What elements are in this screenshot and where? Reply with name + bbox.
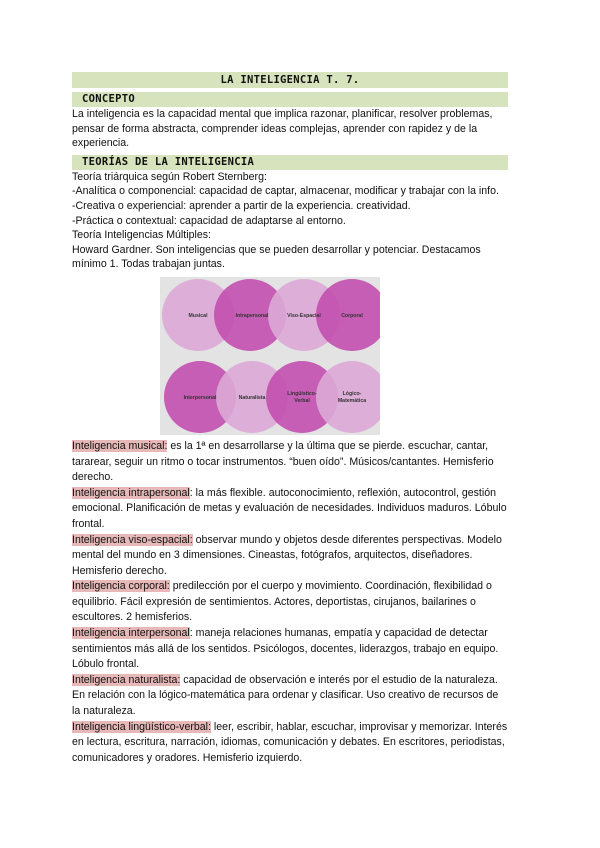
sternberg-creativa: -Creativa o experiencial: aprender a partir de la experiencia. creatividad. <box>72 199 411 212</box>
desc-corporal: predilección por el cuerpo y movimiento. Coordinación, flexibilidad o equilibrio. Fácil expresión de sentimientos. Actores, deportistas, cirujanos, bailarines o escultores. 2 hemisferios. <box>72 580 492 624</box>
multiple-intelligences-diagram <box>160 277 380 435</box>
document-page <box>72 72 508 766</box>
label-linguistico: Lingüístico- <box>287 390 317 397</box>
sternberg-practica: -Práctica o contextual: capacidad de adaptarse al entorno. <box>72 214 346 227</box>
page-title: LA INTELIGENCIA T. 7. <box>72 72 508 88</box>
entry-corporal <box>72 579 508 626</box>
term-viso-espacial: Inteligencia viso-espacial: <box>72 533 193 546</box>
entry-musical <box>72 439 508 486</box>
section-heading-teorias: TEORÍAS DE LA INTELIGENCIA <box>72 155 508 170</box>
entry-naturalista <box>72 673 508 720</box>
desc-intrapersonal: : la más flexible. autoconocimiento, reflexión, autocontrol, gestión emocional. Planificación de metas y evaluación de necesidades. Individuos maduros. Lóbulo frontal. <box>72 486 507 530</box>
concepto-paragraph: La inteligencia es la capacidad mental que implica razonar, planificar, resolver problemas, pensar de forma abstracta, comprender ideas complejas, aprender con rapidez y de la experiencia. <box>72 108 493 150</box>
desc-linguistico-verbal: leer, escribir, hablar, escuchar, improvisar y memorizar. Interés en lectura, escritura, narración, idiomas, comunicación y debates. En escritores, periodistas, comunicadores y oradores. Hemisferio izquierdo. <box>72 720 508 764</box>
term-interpersonal: Inteligencia interpersonal <box>72 627 190 640</box>
term-musical: Inteligencia musical: <box>72 439 168 452</box>
label-musical: Musical <box>188 312 208 319</box>
term-intrapersonal: Inteligencia intrapersonal <box>72 486 190 499</box>
desc-viso-espacial: observar mundo y objetos desde diferentes perspectivas. Modelo mental del mundo en 3 dimensiones. Cineastas, fotógrafos, arquitectos, diseñadores. Hemisferio derecho. <box>72 533 502 577</box>
label-interpersonal: Interpersonal <box>183 394 217 401</box>
term-linguistico-verbal: Inteligencia lingüístico-verbal: <box>72 720 211 733</box>
intelligences-circles <box>160 277 380 435</box>
label-logico: Lógico- <box>342 390 362 397</box>
section-heading-concepto: CONCEPTO <box>72 92 508 107</box>
entry-intrapersonal <box>72 486 508 533</box>
label-corporal: Corporal <box>341 312 363 319</box>
term-naturalista: Inteligencia naturalista: <box>72 673 181 686</box>
entry-viso-espacial <box>72 533 508 580</box>
entry-interpersonal <box>72 626 508 673</box>
multiples-intro: Teoría Inteligencias Múltiples: <box>72 229 211 242</box>
label-intrapersonal: Intrapersonal <box>235 312 269 319</box>
desc-interpersonal: : maneja relaciones humanas, empatía y capacidad de detectar sentimientos más allá de los sentidos. Psicólogos, docentes, liderazgos, trabajo en equipo. Lóbulo frontal. <box>72 627 499 671</box>
sternberg-intro: Teoría triárquica según Robert Sternberg: <box>72 170 267 183</box>
desc-musical: es la 1ª en desarrollarse y la última que se pierde. escuchar, cantar, tararear, seguir un ritmo o tocar instrumentos. “buen oído”. Músicos/cantantes. Hemisferio derecho. <box>72 439 494 484</box>
label-naturalista: Naturalista <box>238 394 266 401</box>
label-viso-espacial: Viso-Espacial <box>287 312 321 319</box>
label-matematica: Matemática <box>337 397 367 404</box>
gardner-paragraph: Howard Gardner. Son inteligencias que se pueden desarrollar y potenciar. Destacamos mínimo 1. Todas trabajan juntas. <box>72 243 481 271</box>
term-corporal: Inteligencia corporal: <box>72 580 170 593</box>
desc-naturalista: capacidad de observación e interés por el estudio de la naturaleza. En relación con la lógico-matemática para ordenar y clasificar. Uso creativo de recursos de la naturaleza. <box>72 673 499 718</box>
label-verbal: Verbal <box>294 397 310 404</box>
entry-linguistico-verbal <box>72 720 508 767</box>
sternberg-analitica: -Analítica o componencial: capacidad de captar, almacenar, modificar y trabajar con la info. <box>72 185 499 198</box>
